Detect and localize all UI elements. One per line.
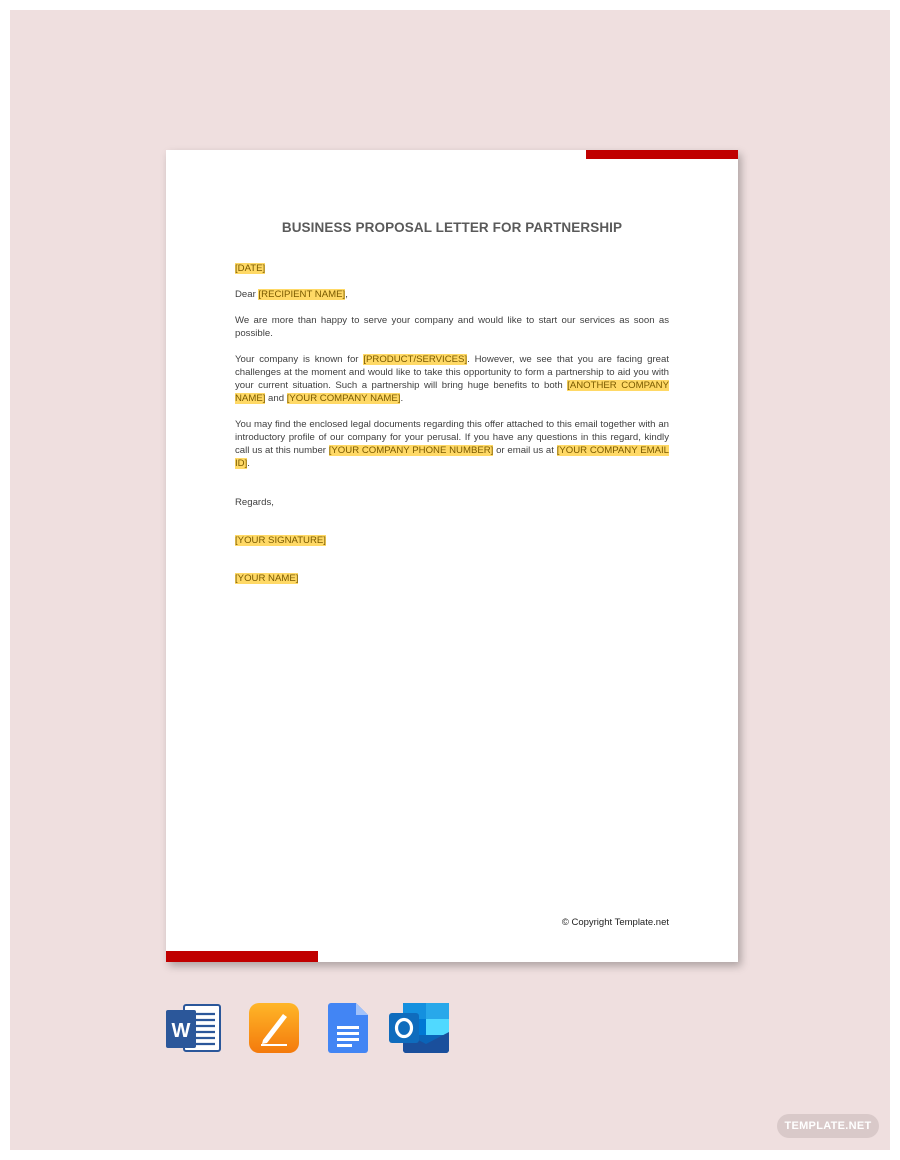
svg-text:W: W [171, 1020, 191, 1042]
paragraph-1: We are more than happy to serve your company and would like to start our services as soon as possible. [235, 315, 669, 339]
letter-document [166, 150, 738, 962]
p3-text-b: or email us at [493, 445, 557, 456]
product-placeholder: [PRODUCT/SERVICES] [363, 354, 468, 365]
company-name-placeholder: [YOUR COMPANY NAME] [286, 393, 401, 404]
signature-placeholder: [YOUR SIGNATURE] [235, 535, 326, 546]
name-placeholder: [YOUR NAME] [235, 573, 299, 584]
paragraph-2 [235, 353, 669, 405]
email-placeholder: [YOUR COMPANY EMAIL ID] [235, 445, 669, 469]
recipient-placeholder: [RECIPIENT NAME] [258, 289, 346, 300]
outlook-icon[interactable] [389, 1002, 449, 1059]
regards: Regards, [235, 497, 274, 508]
accent-bar-top [586, 150, 738, 159]
google-docs-icon[interactable] [328, 1002, 368, 1059]
phone-placeholder: [YOUR COMPANY PHONE NUMBER] [328, 445, 494, 456]
copyright-notice: © Copyright Template.net [561, 917, 669, 928]
template-net-badge[interactable]: TEMPLATE.NET [777, 1114, 879, 1138]
p3-text-a: You may find the enclosed legal documents regarding this offer attached to this email together with an introductory profile of our company for your perusal. If you have any questions in this regard, kindly call us at this number [235, 419, 669, 456]
word-icon[interactable] [166, 1002, 222, 1059]
name-line [235, 572, 669, 585]
app-icons [166, 1002, 466, 1054]
p2-text-d: . [400, 393, 404, 404]
accent-bar-bottom [166, 951, 318, 962]
salutation-prefix: Dear [235, 289, 259, 300]
letter-body [235, 262, 669, 598]
another-company-placeholder: [ANOTHER COMPANY NAME] [235, 380, 670, 404]
p3-text-c: . [247, 458, 250, 469]
salutation [235, 288, 669, 301]
date-placeholder: [DATE] [235, 263, 266, 274]
date-line [235, 262, 669, 275]
signature-line [235, 534, 669, 547]
p2-text-c: and [265, 393, 287, 404]
pages-icon[interactable] [249, 1002, 299, 1059]
document-title: BUSINESS PROPOSAL LETTER FOR PARTNERSHIP [281, 220, 623, 235]
salutation-suffix: , [345, 289, 348, 300]
paragraph-3 [235, 418, 669, 470]
p2-text-a: Your company is known for [235, 354, 364, 365]
p2-text-b: . However, we see that you are facing great challenges at the moment and would like to take this opportunity to form a partnership to aid you with your current situation. Such a partnership will bring huge benefits to both [235, 354, 669, 391]
